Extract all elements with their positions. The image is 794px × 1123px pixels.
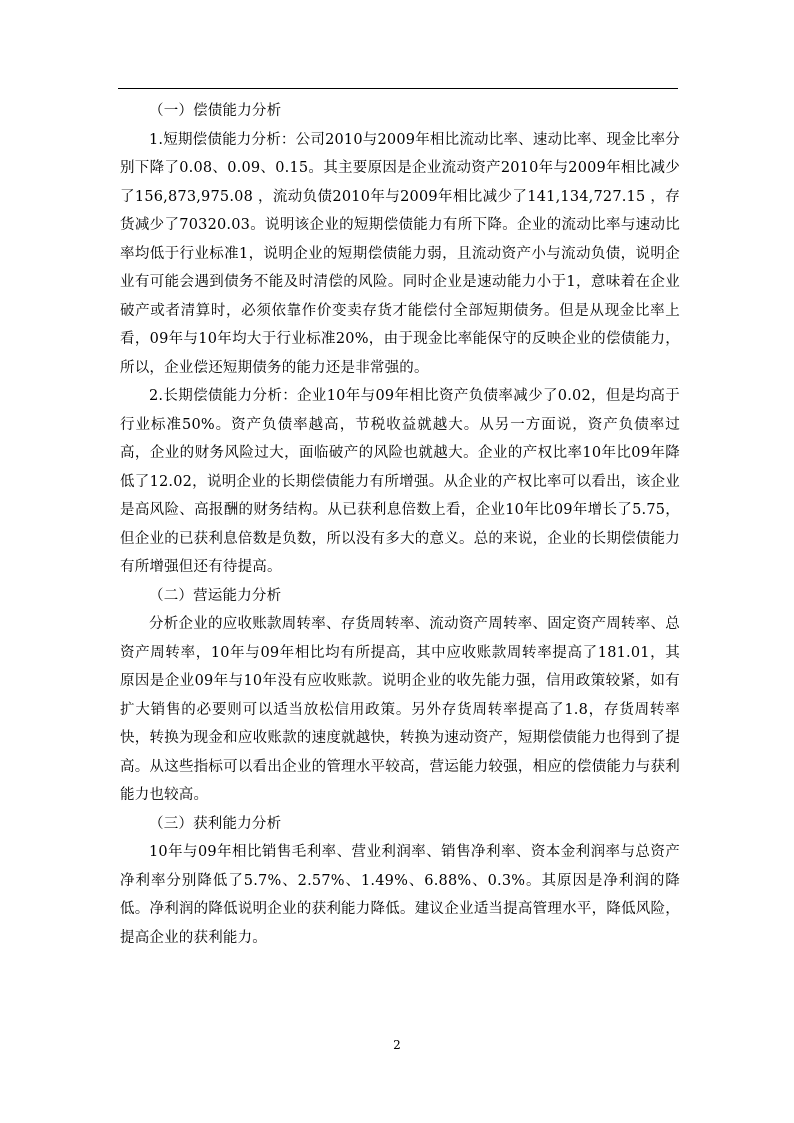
section-heading-operating: （二）营运能力分析	[149, 587, 282, 604]
page-body	[120, 97, 680, 952]
paragraph-operating: 分析企业的应收账款周转率、存货周转率、流动资产周转率、固定资产周转率、总资产周转率，10年与09年相比均有所提高，其中应收账款周转率提高了181.01，其原因是企业09年与10年没有应收账款。说明企业的收先能力强，信用政策较紧，如有扩大销售的必要则可以适当放松信用政策。另外存货周转率提高了1.8，存货周转率快，转换为现金和应收账款的速度就越快，转换为速动资产，短期偿债能力也得到了提高。从这些指标可以看出企业的管理水平较高，营运能力较强，相应的偿债能力与获利能力也较高。	[120, 616, 680, 803]
paragraph-long-term-solvency: 2.长期偿债能力分析：企业10年与09年相比资产负债率减少了0.02，但是均高于行业标准50%。资产负债率越高，节税收益就越大。从另一方面说，资产负债率过高，企业的财务风险过大，面临破产的风险也就越大。企业的产权比率10年比09年降低了12.02，说明企业的长期偿债能力有所增强。从企业的产权比率可以看出，该企业是高风险、高报酬的财务结构。从已获利息倍数上看，企业10年比09年增长了5.75，但企业的已获利息倍数是负数，所以没有多大的意义。总的来说，企业的长期偿债能力有所增强但还有待提高。	[120, 388, 680, 575]
section-heading-profitability: （三）获利能力分析	[149, 815, 282, 832]
page-number: 2	[393, 1038, 401, 1052]
section-heading-solvency: （一）偿债能力分析	[149, 103, 282, 119]
header-rule	[118, 88, 678, 89]
paragraph-profitability: 10年与09年相比销售毛利率、营业利润率、销售净利率、资本金利润率与总资产净利率分别降低了5.7%、2.57%、1.49%、6.88%、0.3%。其原因是净利润的降低。净利润的降低说明企业的获利能力降低。建议企业适当提高管理水平，降低风险，提高企业的获利能力。	[120, 844, 680, 946]
paragraph-short-term-solvency: 1.短期偿债能力分析：公司2010与2009年相比流动比率、速动比率、现金比率分别下降了0.08、0.09、0.15。其主要原因是企业流动资产2010年与2009年相比减少了156,873,975.08 ，流动负债2010年与2009年相比减少了141,134,727.15 ，存货减少了70320.03。说明该企业的短期偿债能力有所下降。企业的流动比率与速动比率均低于行业标准1，说明企业的短期偿债能力弱，且流动资产小与流动负债，说明企业有可能会遇到债务不能及时清偿的风险。同时企业是速动能力小于1，意味着在企业破产或者清算时，必须依靠作价变卖存货才能偿付全部短期债务。但是从现金比率上看，09年与10年均大于行业标准20%，由于现金比率能保守的反映企业的偿债能力，所以，企业偿还短期债务的能力还是非常强的。	[120, 131, 680, 376]
